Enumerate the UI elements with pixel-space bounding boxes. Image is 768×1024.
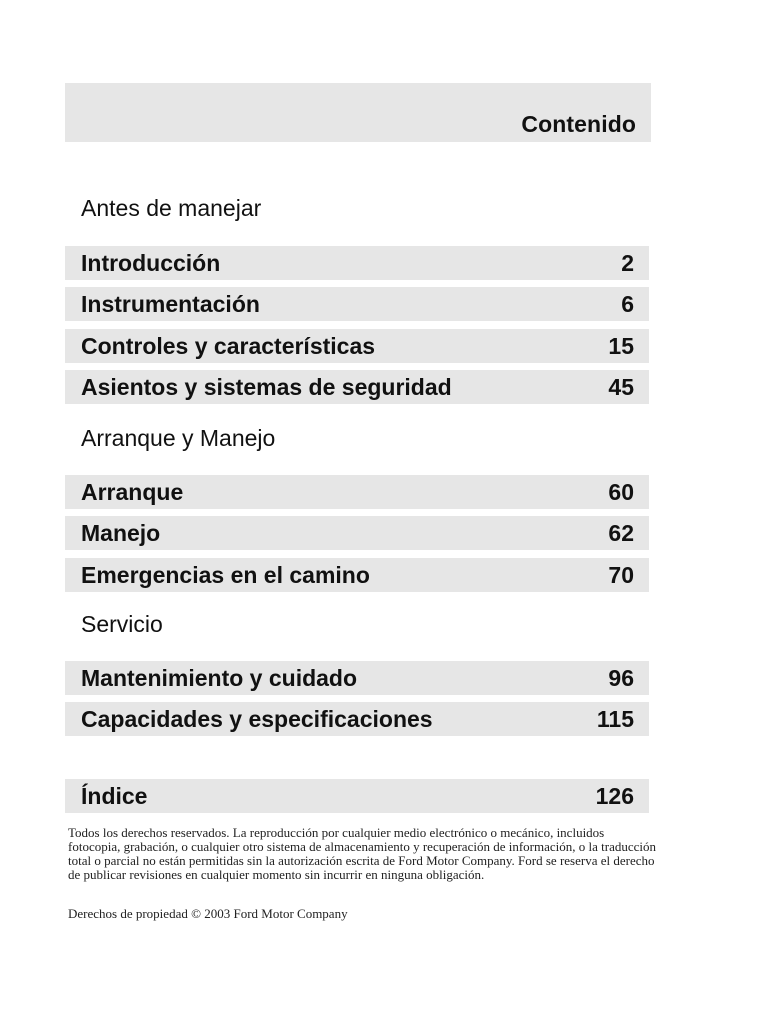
header-band <box>65 83 651 142</box>
toc-entry-page: 2 <box>621 249 634 276</box>
toc-entry-page: 60 <box>608 478 634 505</box>
toc-entry-manejo[interactable] <box>65 516 649 550</box>
toc-entry-page: 45 <box>608 373 634 400</box>
toc-entry-asientos[interactable] <box>65 370 649 404</box>
toc-entry-label: Introducción <box>81 249 221 276</box>
toc-entry-label: Instrumentación <box>81 290 260 317</box>
toc-entry-page: 15 <box>608 332 634 359</box>
toc-entry-instrumentacion[interactable] <box>65 287 649 321</box>
copyright-notice: Derechos de propiedad © 2003 Ford Motor Company <box>68 906 348 921</box>
toc-entry-page: 115 <box>596 705 634 732</box>
toc-entry-label: Emergencias en el camino <box>81 561 370 588</box>
section-title-arranque-y-manejo: Arranque y Manejo <box>81 425 276 451</box>
toc-entry-page: 62 <box>608 519 634 546</box>
toc-entry-label: Asientos y sistemas de seguridad <box>81 373 452 400</box>
page-title: Contenido <box>521 111 636 137</box>
toc-entry-label: Mantenimiento y cuidado <box>81 664 358 691</box>
toc-entry-controles[interactable] <box>65 329 649 363</box>
section-title-servicio: Servicio <box>81 611 163 637</box>
toc-entry-page: 126 <box>595 782 634 809</box>
toc-entry-label: Manejo <box>81 519 161 546</box>
legal-notice: Todos los derechos reservados. La reproducción por cualquier medio electrónico o mecánico, incluidos fotocopia, grabación, o cualquier otro sistema de almacenamiento y recuperación de información, o la traducción total o parcial no están permitidas sin la autorización escrita de Ford Motor Company. Ford se reserva el derecho de publicar revisiones en cualquier momento sin incurrir en ninguna obligación. <box>68 825 657 882</box>
toc-entry-page: 96 <box>608 664 634 691</box>
toc-entry-label: Índice <box>81 782 148 809</box>
toc-entry-emergencias[interactable] <box>65 558 649 592</box>
toc-entry-arranque[interactable] <box>65 475 649 509</box>
toc-entry-indice[interactable] <box>65 779 649 813</box>
toc-entry-page: 70 <box>608 561 634 588</box>
toc-entry-label: Arranque <box>81 478 184 505</box>
toc-entry-introduccion[interactable] <box>65 246 649 280</box>
toc-entry-label: Controles y características <box>81 332 376 359</box>
section-title-antes-de-manejar: Antes de manejar <box>81 195 262 221</box>
toc-entry-capacidades[interactable] <box>65 702 649 736</box>
toc-entry-page: 6 <box>621 290 634 317</box>
toc-entry-label: Capacidades y especificaciones <box>81 705 433 732</box>
toc-entry-mantenimiento[interactable] <box>65 661 649 695</box>
